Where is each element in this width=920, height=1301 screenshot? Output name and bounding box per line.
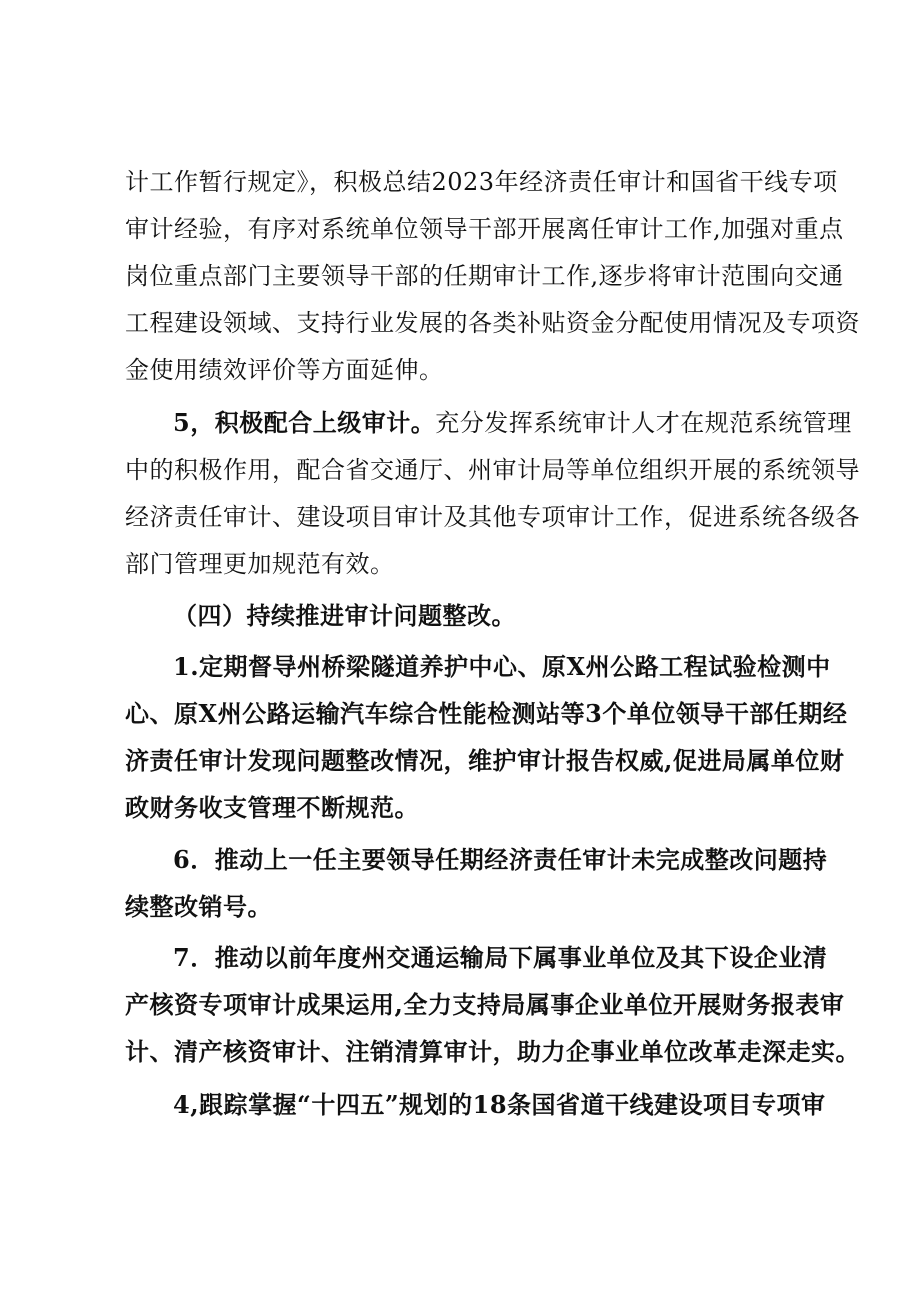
paragraph-2-lead: 5，积极配合上级审计。 <box>173 408 436 437</box>
paragraph-3-line-3: 济责任审计发现问题整改情况，维护审计报告权威,促进局属单位财 <box>125 746 845 775</box>
paragraph-3-line-2: 心、原X州公路运输汽车综合性能检测站等3个单位领导干部任期经 <box>125 699 848 728</box>
paragraph-3-line-1: 1.定期督导州桥梁隧道养护中心、原X州公路工程试验检测中 <box>173 652 831 681</box>
paragraph-2-line-1 <box>173 408 852 438</box>
paragraph-1-line-4: 工程建设领域、支持行业发展的各类补贴资金分配使用情况及专项资 <box>125 309 860 337</box>
paragraph-1-line-1: 计工作暂行规定》，积极总结2023年经济责任审计和国省干线专项 <box>125 168 838 196</box>
paragraph-2-first-rest: 充分发挥系统审计人才在规范系统管理 <box>435 409 852 437</box>
paragraph-1-line-2: 审计经验，有序对系统单位领导干部开展离任审计工作,加强对重点 <box>125 215 844 243</box>
paragraph-5-line-2: 产核资专项审计成果运用,全力支持局属事企业单位开展财务报表审 <box>125 990 845 1019</box>
paragraph-5-line-3: 计、清产核资审计、注销清算审计，助力企事业单位改革走深走实。 <box>125 1037 860 1066</box>
paragraph-6-line-1: 4,跟踪掌握“十四五”规划的18条国省道干线建设项目专项审 <box>173 1090 826 1119</box>
paragraph-3-line-4: 政财务收支管理不断规范。 <box>125 793 419 822</box>
paragraph-1-line-3: 岗位重点部门主要领导干部的任期审计工作,逐步将审计范围向交通 <box>125 262 844 290</box>
paragraph-4-line-1: 6．推动上一任主要领导任期经济责任审计未完成整改问题持 <box>173 845 828 874</box>
paragraph-1-line-5: 金使用绩效评价等方面延伸。 <box>125 356 444 384</box>
paragraph-4-line-2: 续整改销号。 <box>125 892 272 921</box>
paragraph-5-line-1: 7．推动以前年度州交通运输局下属事业单位及其下设企业清 <box>173 943 828 972</box>
section-heading: （四）持续推进审计问题整改。 <box>173 601 516 630</box>
paragraph-2-line-3: 经济责任审计、建设项目审计及其他专项审计工作，促进系统各级各 <box>125 503 860 531</box>
paragraph-2-line-4: 部门管理更加规范有效。 <box>125 550 395 578</box>
paragraph-2-line-2: 中的积极作用，配合省交通厅、州审计局等单位组织开展的系统领导 <box>125 456 860 484</box>
